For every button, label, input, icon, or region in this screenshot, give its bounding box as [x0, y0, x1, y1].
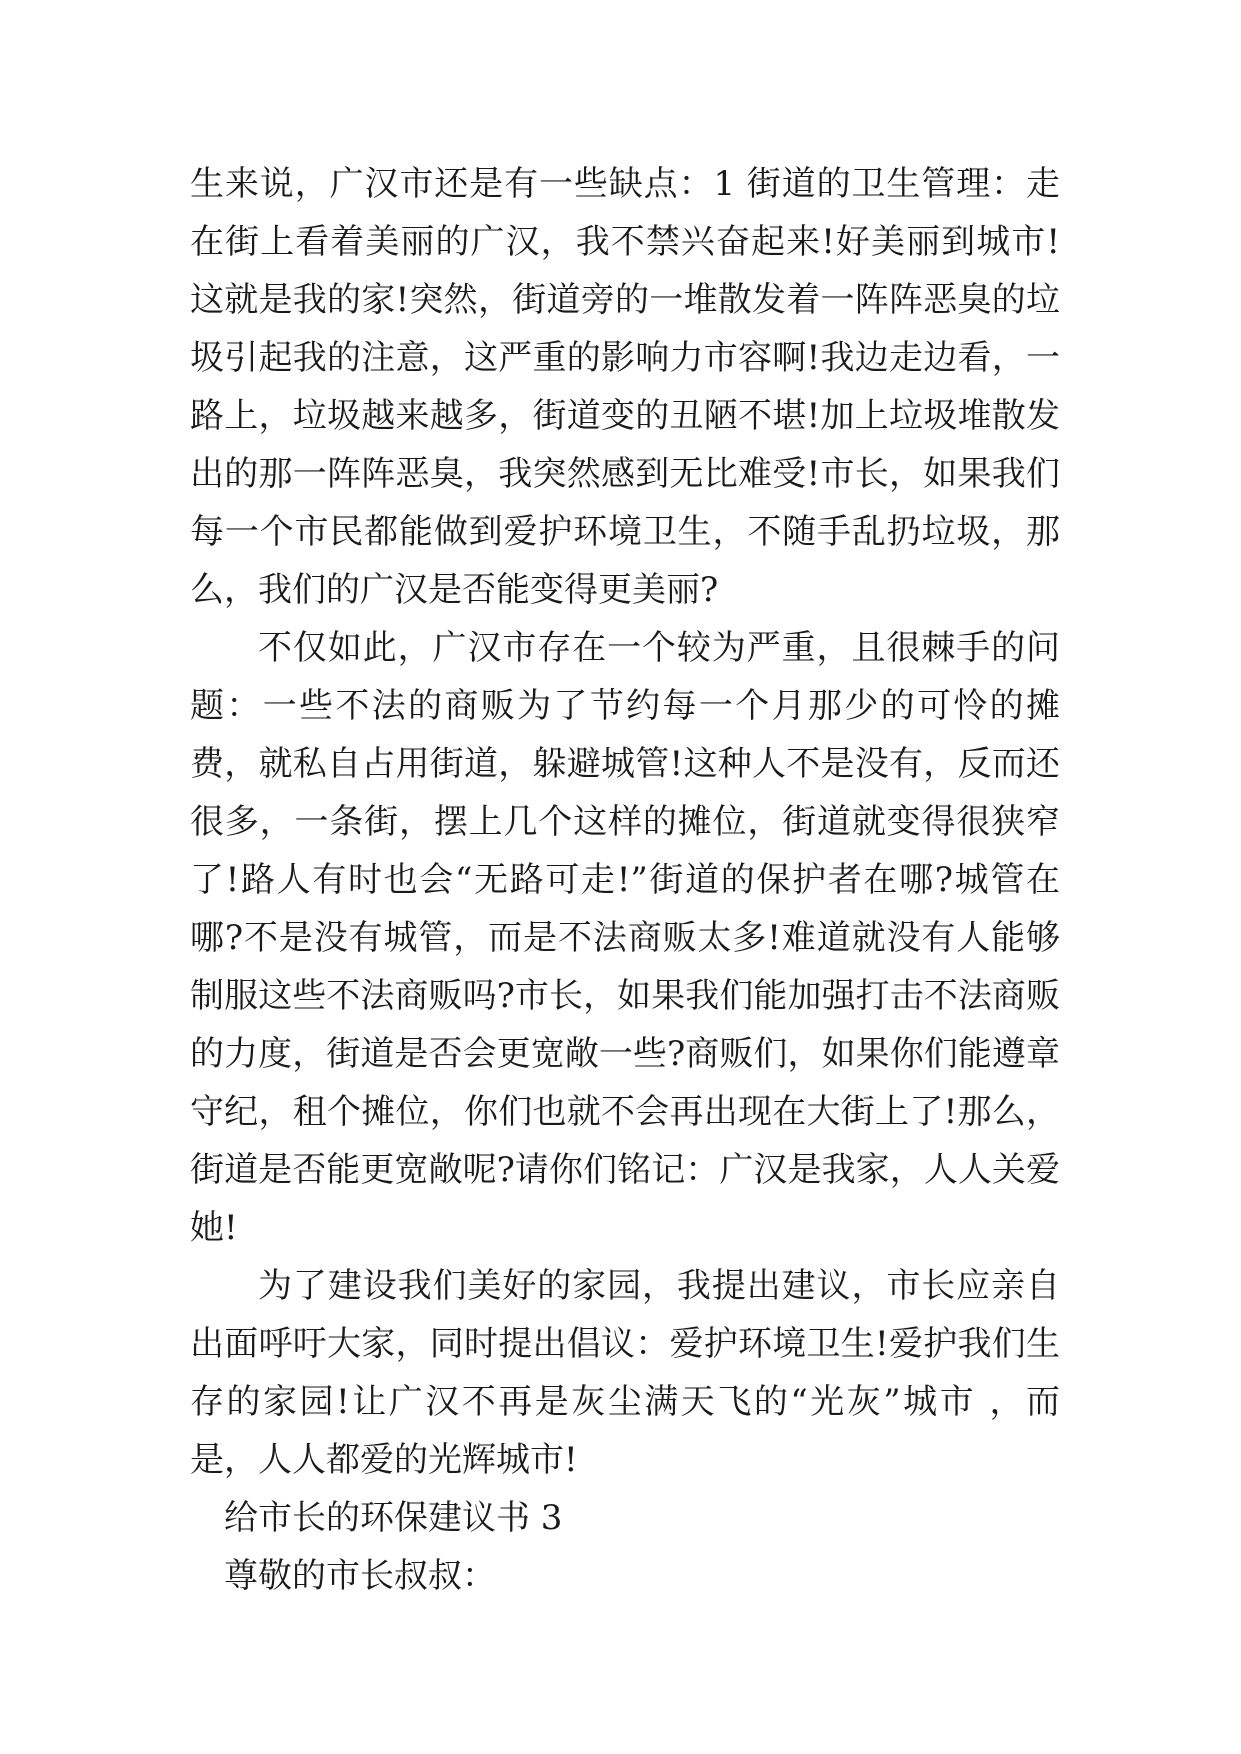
paragraph-3: 为了建设我们美好的家园，我提出建议，市长应亲自出面呼吁大家，同时提出倡议：爱护环境卫生!爱护我们生存的家园!让广汉不再是灰尘满天飞的“光灰”城市 ，而是，人人都爱的光辉城市! — [190, 1266, 1060, 1480]
salutation: 尊敬的市长叔叔： — [224, 1556, 496, 1596]
paragraph-2: 不仅如此，广汉市存在一个较为严重，且很棘手的问题：一些不法的商贩为了节约每一个月那少的可怜的摊费，就私自占用街道，躲避城管!这种人不是没有，反而还很多，一条街，摆上几个这样的摊位，街道就变得很狭窄了!路人有时也会“无路可走!”街道的保护者在哪?城管在哪?不是没有城管，而是不法商贩太多!难道就没有人能够制服这些不法商贩吗?市长，如果我们能加强打击不法商贩的力度，街道是否会更宽敞一些?商贩们，如果你们能遵章守纪，租个摊位，你们也就不会再出现在大街上了!那么，街道是否能更宽敞呢?请你们铭记：广汉是我家，人人关爱她! — [190, 628, 1060, 1248]
section-title: 给市长的环保建议书 3 — [224, 1498, 563, 1538]
paragraph-1: 生来说，广汉市还是有一些缺点：1 街道的卫生管理：走在街上看着美丽的广汉，我不禁兴奋起来!好美丽到城市!这就是我的家!突然，街道旁的一堆散发着一阵阵恶臭的垃圾引起我的注意，这严重的影响力市容啊!我边走边看，一路上，垃圾越来越多，街道变的丑陋不堪!加上垃圾堆散发出的那一阵阵恶臭，我突然感到无比难受!市长，如果我们每一个市民都能做到爱护环境卫生，不随手乱扔垃圾，那么，我们的广汉是否能变得更美丽? — [190, 164, 1060, 610]
document-body — [190, 155, 1060, 1605]
